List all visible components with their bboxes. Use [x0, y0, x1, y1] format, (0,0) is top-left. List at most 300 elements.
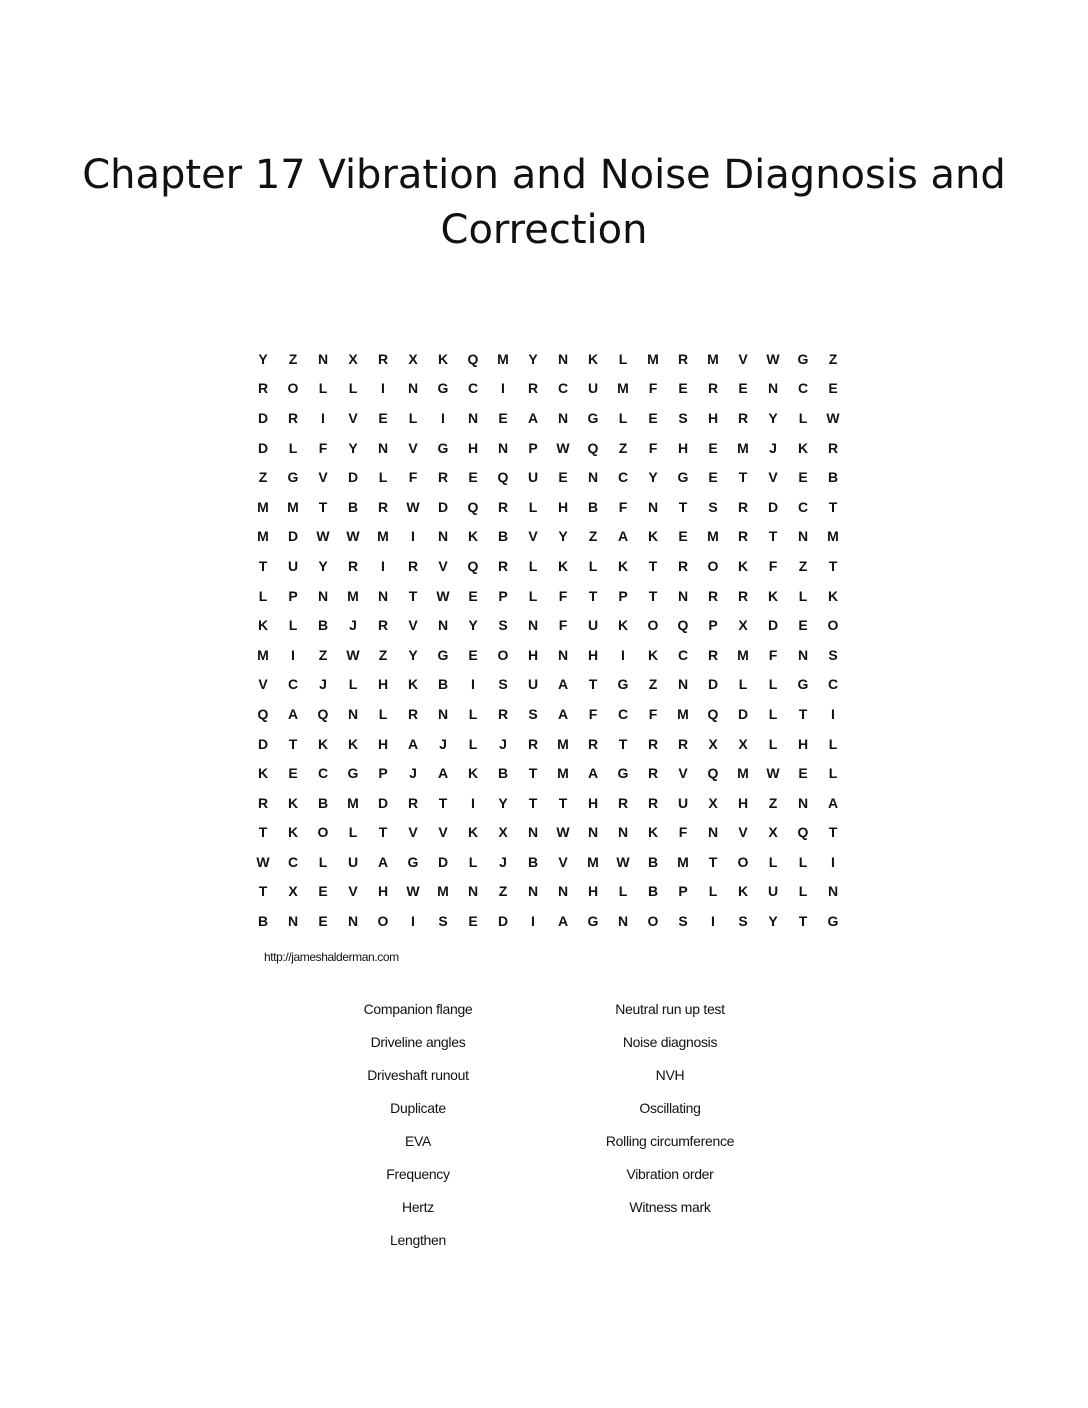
grid-letter: I — [831, 705, 835, 722]
grid-letter: Y — [468, 617, 478, 634]
grid-letter: A — [407, 735, 419, 752]
grid-letter: R — [377, 498, 389, 515]
grid-letter: R — [527, 735, 539, 752]
grid-letter: F — [618, 498, 628, 515]
grid-letter: D — [377, 794, 389, 811]
grid-letter: X — [288, 883, 298, 900]
grid-letter: E — [468, 646, 478, 663]
grid-letter: R — [647, 735, 659, 752]
grid-letter: R — [737, 409, 749, 426]
grid-letter: H — [587, 646, 599, 663]
grid-letter: J — [499, 735, 507, 752]
grid-letter: K — [257, 765, 269, 782]
grid-letter: T — [798, 705, 808, 722]
grid-letter: K — [287, 794, 299, 811]
grid-letter: E — [468, 913, 478, 930]
grid-letter: G — [587, 409, 599, 426]
grid-letter: V — [408, 824, 418, 841]
grid-letter: N — [797, 646, 809, 663]
grid-letter: G — [797, 676, 809, 693]
grid-letter: L — [348, 380, 358, 397]
grid-letter: Z — [648, 676, 658, 693]
grid-letter: U — [347, 853, 359, 870]
grid-letter: M — [257, 498, 269, 515]
grid-letter: G — [437, 646, 449, 663]
word-list-right — [550, 998, 790, 1229]
grid-letter: U — [767, 883, 779, 900]
grid-row — [248, 847, 848, 877]
grid-row — [248, 522, 848, 552]
grid-letter: H — [377, 735, 389, 752]
grid-letter: C — [797, 498, 809, 515]
grid-letter: L — [468, 735, 478, 752]
grid-letter: L — [618, 883, 628, 900]
grid-letter: K — [587, 350, 599, 367]
grid-letter: D — [347, 469, 359, 486]
grid-letter: X — [708, 794, 718, 811]
grid-letter: N — [287, 913, 299, 930]
grid-letter: L — [348, 824, 358, 841]
grid-letter: T — [798, 913, 808, 930]
grid-letter: D — [767, 498, 779, 515]
grid-letter: X — [768, 824, 778, 841]
grid-letter: N — [437, 528, 449, 545]
grid-letter: N — [377, 587, 389, 604]
grid-letter: L — [468, 705, 478, 722]
grid-letter: E — [288, 765, 298, 782]
grid-row — [248, 610, 848, 640]
word-list-item: Duplicate — [390, 1100, 446, 1116]
word-list-item: Rolling circumference — [605, 1133, 735, 1149]
grid-letter: R — [647, 765, 659, 782]
grid-letter: V — [678, 765, 688, 782]
grid-letter: K — [257, 617, 269, 634]
grid-letter: D — [287, 528, 299, 545]
grid-letter: P — [618, 587, 628, 604]
grid-letter: V — [348, 409, 358, 426]
grid-letter: H — [677, 439, 689, 456]
grid-letter: I — [441, 409, 445, 426]
grid-letter: L — [288, 439, 298, 456]
grid-letter: A — [437, 765, 449, 782]
grid-letter: H — [707, 409, 719, 426]
grid-letter: P — [378, 765, 388, 782]
grid-letter: U — [677, 794, 689, 811]
grid-letter: N — [347, 913, 359, 930]
grid-letter: L — [768, 705, 778, 722]
grid-letter: K — [407, 676, 419, 693]
grid-letter: K — [647, 528, 659, 545]
grid-letter: G — [407, 853, 419, 870]
grid-letter: V — [768, 469, 778, 486]
grid-letter: H — [527, 646, 539, 663]
grid-letter: V — [738, 824, 748, 841]
grid-letter: R — [587, 735, 599, 752]
word-list-item: Companion flange — [363, 1001, 473, 1017]
grid-letter: P — [528, 439, 538, 456]
grid-letter: C — [797, 380, 809, 397]
grid-letter: O — [827, 617, 839, 634]
grid-letter: A — [527, 409, 539, 426]
page-title: Chapter 17 Vibration and Noise Diagnosis and Correction — [82, 152, 1006, 253]
grid-letter: R — [827, 439, 839, 456]
grid-letter: L — [768, 676, 778, 693]
grid-letter: T — [528, 765, 538, 782]
grid-letter: L — [618, 409, 628, 426]
grid-letter: X — [408, 350, 418, 367]
grid-letter: I — [531, 913, 535, 930]
grid-letter: N — [527, 617, 539, 634]
grid-row — [248, 906, 848, 936]
grid-letter: V — [528, 528, 538, 545]
grid-letter: V — [348, 883, 358, 900]
grid-letter: W — [556, 824, 570, 841]
grid-letter: J — [499, 853, 507, 870]
grid-letter: E — [798, 617, 808, 634]
grid-letter: H — [467, 439, 479, 456]
grid-letter: E — [648, 409, 658, 426]
grid-letter: T — [408, 587, 418, 604]
grid-letter: M — [827, 528, 839, 545]
grid-letter: D — [257, 735, 269, 752]
grid-letter: M — [257, 528, 269, 545]
grid-letter: L — [768, 735, 778, 752]
grid-letter: M — [257, 646, 269, 663]
word-list-item: Oscillating — [639, 1100, 701, 1116]
grid-letter: T — [378, 824, 388, 841]
grid-letter: T — [648, 557, 658, 574]
grid-letter: R — [497, 498, 509, 515]
grid-letter: C — [287, 676, 299, 693]
grid-letter: W — [616, 853, 630, 870]
grid-letter: M — [677, 705, 689, 722]
grid-letter: W — [406, 498, 420, 515]
grid-letter: O — [377, 913, 389, 930]
grid-row — [248, 551, 848, 581]
grid-letter: Y — [258, 350, 268, 367]
grid-letter: G — [587, 913, 599, 930]
grid-letter: R — [647, 794, 659, 811]
grid-letter: L — [528, 498, 538, 515]
word-list-item: Vibration order — [626, 1166, 714, 1182]
grid-letter: S — [498, 617, 508, 634]
word-list-item: Driveshaft runout — [367, 1067, 469, 1083]
grid-letter: L — [738, 676, 748, 693]
grid-letter: Y — [408, 646, 418, 663]
grid-letter: G — [797, 350, 809, 367]
grid-letter: L — [798, 587, 808, 604]
grid-letter: J — [769, 439, 777, 456]
grid-letter: J — [409, 765, 417, 782]
grid-letter: A — [557, 705, 569, 722]
grid-letter: F — [318, 439, 328, 456]
grid-letter: F — [648, 380, 658, 397]
grid-letter: F — [558, 617, 568, 634]
grid-letter: A — [617, 528, 629, 545]
grid-letter: O — [497, 646, 509, 663]
grid-letter: W — [316, 528, 330, 545]
grid-letter: X — [738, 735, 748, 752]
grid-letter: I — [501, 380, 505, 397]
grid-letter: S — [528, 705, 538, 722]
grid-letter: N — [707, 824, 719, 841]
grid-letter: A — [287, 705, 299, 722]
grid-letter: L — [408, 409, 418, 426]
grid-letter: G — [617, 765, 629, 782]
grid-letter: Z — [588, 528, 598, 545]
grid-letter: P — [678, 883, 688, 900]
grid-letter: U — [527, 676, 539, 693]
grid-letter: C — [617, 469, 629, 486]
grid-letter: M — [437, 883, 449, 900]
grid-letter: Q — [707, 765, 719, 782]
grid-letter: V — [438, 557, 448, 574]
grid-letter: N — [557, 883, 569, 900]
grid-letter: Q — [677, 617, 689, 634]
grid-letter: W — [436, 587, 450, 604]
grid-letter: N — [617, 824, 629, 841]
word-search-grid — [248, 344, 848, 936]
grid-letter: M — [707, 350, 719, 367]
grid-letter: F — [648, 439, 658, 456]
grid-letter: D — [437, 853, 449, 870]
grid-letter: I — [621, 646, 625, 663]
grid-letter: N — [347, 705, 359, 722]
grid-letter: H — [797, 735, 809, 752]
grid-letter: M — [737, 646, 749, 663]
grid-letter: L — [528, 587, 538, 604]
grid-letter: Z — [258, 469, 268, 486]
grid-letter: K — [827, 587, 839, 604]
word-list-item: Noise diagnosis — [622, 1034, 718, 1050]
grid-letter: E — [498, 409, 508, 426]
grid-row — [248, 818, 848, 848]
grid-letter: T — [258, 557, 268, 574]
grid-letter: R — [257, 380, 269, 397]
grid-letter: L — [798, 409, 808, 426]
grid-letter: I — [321, 409, 325, 426]
grid-letter: T — [708, 853, 718, 870]
grid-letter: I — [291, 646, 295, 663]
grid-row — [248, 581, 848, 611]
grid-letter: S — [498, 676, 508, 693]
grid-letter: R — [377, 617, 389, 634]
grid-letter: K — [617, 617, 629, 634]
grid-letter: Y — [348, 439, 358, 456]
grid-letter: Y — [768, 409, 778, 426]
grid-letter: L — [318, 853, 328, 870]
grid-letter: U — [287, 557, 299, 574]
grid-letter: K — [467, 824, 479, 841]
grid-letter: Q — [467, 498, 479, 515]
grid-letter: Z — [498, 883, 508, 900]
grid-letter: L — [348, 676, 358, 693]
grid-letter: N — [557, 350, 569, 367]
word-list-left — [298, 998, 538, 1262]
grid-letter: T — [768, 528, 778, 545]
grid-letter: A — [557, 913, 569, 930]
word-list-item: Frequency — [386, 1166, 450, 1182]
grid-letter: T — [678, 498, 688, 515]
grid-letter: D — [737, 705, 749, 722]
grid-letter: R — [617, 794, 629, 811]
grid-letter: W — [406, 883, 420, 900]
grid-letter: T — [828, 557, 838, 574]
grid-letter: P — [498, 587, 508, 604]
grid-letter: N — [827, 883, 839, 900]
grid-letter: Q — [317, 705, 329, 722]
grid-letter: N — [557, 409, 569, 426]
grid-letter: L — [468, 853, 478, 870]
grid-letter: Q — [467, 350, 479, 367]
grid-letter: W — [346, 646, 360, 663]
grid-letter: N — [587, 469, 599, 486]
grid-letter: B — [317, 617, 329, 634]
grid-letter: M — [647, 350, 659, 367]
grid-letter: U — [587, 617, 599, 634]
grid-letter: R — [257, 794, 269, 811]
grid-letter: K — [467, 528, 479, 545]
grid-letter: L — [828, 735, 838, 752]
grid-letter: V — [738, 350, 748, 367]
grid-letter: L — [288, 617, 298, 634]
grid-letter: H — [377, 883, 389, 900]
grid-letter: Y — [768, 913, 778, 930]
grid-row — [248, 492, 848, 522]
grid-row — [248, 699, 848, 729]
grid-row — [248, 640, 848, 670]
grid-row — [248, 462, 848, 492]
grid-letter: S — [678, 913, 688, 930]
grid-letter: N — [677, 587, 689, 604]
grid-letter: F — [768, 557, 778, 574]
grid-letter: B — [497, 528, 509, 545]
grid-letter: Z — [828, 350, 838, 367]
grid-letter: E — [798, 469, 808, 486]
grid-row — [248, 374, 848, 404]
grid-letter: Y — [648, 469, 658, 486]
grid-letter: B — [497, 765, 509, 782]
grid-letter: B — [347, 498, 359, 515]
grid-letter: O — [317, 824, 329, 841]
grid-row — [248, 433, 848, 463]
grid-letter: N — [587, 824, 599, 841]
grid-letter: B — [527, 853, 539, 870]
grid-letter: D — [257, 409, 269, 426]
grid-letter: L — [708, 883, 718, 900]
grid-letter: H — [557, 498, 569, 515]
grid-letter: V — [558, 853, 568, 870]
grid-letter: Z — [798, 557, 808, 574]
grid-letter: P — [288, 587, 298, 604]
grid-letter: B — [257, 913, 269, 930]
grid-letter: G — [287, 469, 299, 486]
grid-letter: D — [767, 617, 779, 634]
source-url: http://jameshalderman.com — [264, 950, 399, 964]
grid-letter: R — [287, 409, 299, 426]
grid-letter: T — [258, 883, 268, 900]
grid-letter: N — [617, 913, 629, 930]
grid-letter: L — [828, 765, 838, 782]
word-list-item: Lengthen — [390, 1232, 446, 1248]
grid-letter: N — [437, 617, 449, 634]
grid-letter: B — [317, 794, 329, 811]
grid-letter: T — [558, 794, 568, 811]
grid-letter: R — [677, 557, 689, 574]
grid-letter: F — [768, 646, 778, 663]
grid-letter: N — [677, 676, 689, 693]
grid-letter: E — [318, 913, 328, 930]
grid-letter: K — [557, 557, 569, 574]
grid-letter: K — [737, 557, 749, 574]
grid-letter: K — [437, 350, 449, 367]
grid-letter: W — [766, 350, 780, 367]
grid-letter: W — [346, 528, 360, 545]
grid-letter: Q — [587, 439, 599, 456]
grid-letter: T — [648, 587, 658, 604]
grid-letter: D — [497, 913, 509, 930]
word-list-item: Neutral run up test — [615, 1001, 725, 1017]
grid-letter: M — [617, 380, 629, 397]
grid-letter: I — [471, 676, 475, 693]
grid-letter: A — [587, 765, 599, 782]
grid-letter: J — [439, 735, 447, 752]
grid-letter: M — [497, 350, 509, 367]
grid-letter: R — [347, 557, 359, 574]
grid-letter: Z — [318, 646, 328, 663]
grid-letter: C — [617, 705, 629, 722]
grid-letter: L — [528, 557, 538, 574]
grid-letter: S — [678, 409, 688, 426]
grid-letter: K — [797, 439, 809, 456]
grid-letter: S — [708, 498, 718, 515]
grid-letter: Z — [378, 646, 388, 663]
grid-letter: B — [647, 853, 659, 870]
grid-letter: K — [347, 735, 359, 752]
grid-letter: J — [319, 676, 327, 693]
grid-letter: F — [408, 469, 418, 486]
grid-letter: H — [377, 676, 389, 693]
grid-row — [248, 729, 848, 759]
grid-letter: V — [258, 676, 268, 693]
grid-letter: E — [678, 528, 688, 545]
grid-letter: V — [408, 617, 418, 634]
grid-letter: W — [556, 439, 570, 456]
grid-letter: K — [767, 587, 779, 604]
grid-letter: K — [317, 735, 329, 752]
grid-letter: R — [737, 528, 749, 545]
grid-letter: R — [377, 350, 389, 367]
grid-letter: A — [827, 794, 839, 811]
grid-letter: R — [677, 350, 689, 367]
grid-letter: Q — [257, 705, 269, 722]
grid-letter: N — [467, 409, 479, 426]
grid-letter: B — [647, 883, 659, 900]
grid-letter: D — [437, 498, 449, 515]
grid-letter: L — [378, 469, 388, 486]
grid-letter: E — [708, 469, 718, 486]
word-list-item: NVH — [655, 1067, 685, 1083]
grid-letter: M — [707, 528, 719, 545]
grid-letter: L — [588, 557, 598, 574]
grid-letter: T — [828, 824, 838, 841]
grid-letter: T — [258, 824, 268, 841]
grid-letter: Z — [288, 350, 298, 367]
grid-letter: F — [558, 587, 568, 604]
grid-letter: R — [407, 794, 419, 811]
grid-letter: B — [437, 676, 449, 693]
grid-letter: D — [257, 439, 269, 456]
